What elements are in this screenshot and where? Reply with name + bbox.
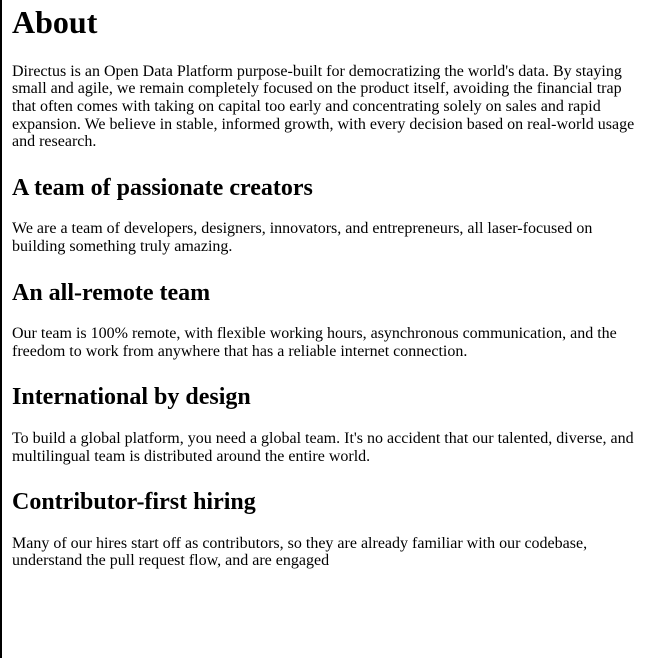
section-heading-passionate-creators: A team of passionate creators [12, 174, 313, 201]
section-heading-international-by-design: International by design [12, 384, 251, 411]
page-title: About [12, 4, 98, 40]
section-paragraph-all-remote-team: Our team is 100% remote, with flexible working hours, asynchronous communication, and the freedom to work from anywhere that has a reliable internet connection. [12, 325, 617, 360]
section-paragraph-passionate-creators: We are a team of developers, designers, innovators, and entrepreneurs, all laser-focused on building something truly amazing. [12, 220, 593, 255]
section-heading-all-remote-team: An all-remote team [12, 279, 211, 306]
section-passionate-creators [12, 175, 642, 256]
section-all-remote-team [12, 280, 642, 361]
section-heading-contributor-first-hiring: Contributor-first hiring [12, 489, 256, 516]
section-paragraph-international-by-design: To build a global platform, you need a global team. It's no accident that our talented, diverse, and multilingual team is distributed around the entire world. [12, 429, 634, 465]
intro-paragraph: Directus is an Open Data Platform purpose-built for democratizing the world's data. By staying small and agile, we remain completely focused on the product itself, avoiding the financial trap that often comes with taking on capital too early and concentrating solely on sales and rapid expansion. We believe in stable, informed growth, with every decision based on real-world usage and research. [12, 62, 635, 151]
section-contributor-first-hiring [12, 489, 642, 570]
section-international-by-design [12, 384, 642, 465]
section-paragraph-contributor-first-hiring: Many of our hires start off as contributors, so they are already familiar with our codebase, understand the pull request flow, and are engaged [12, 534, 588, 570]
